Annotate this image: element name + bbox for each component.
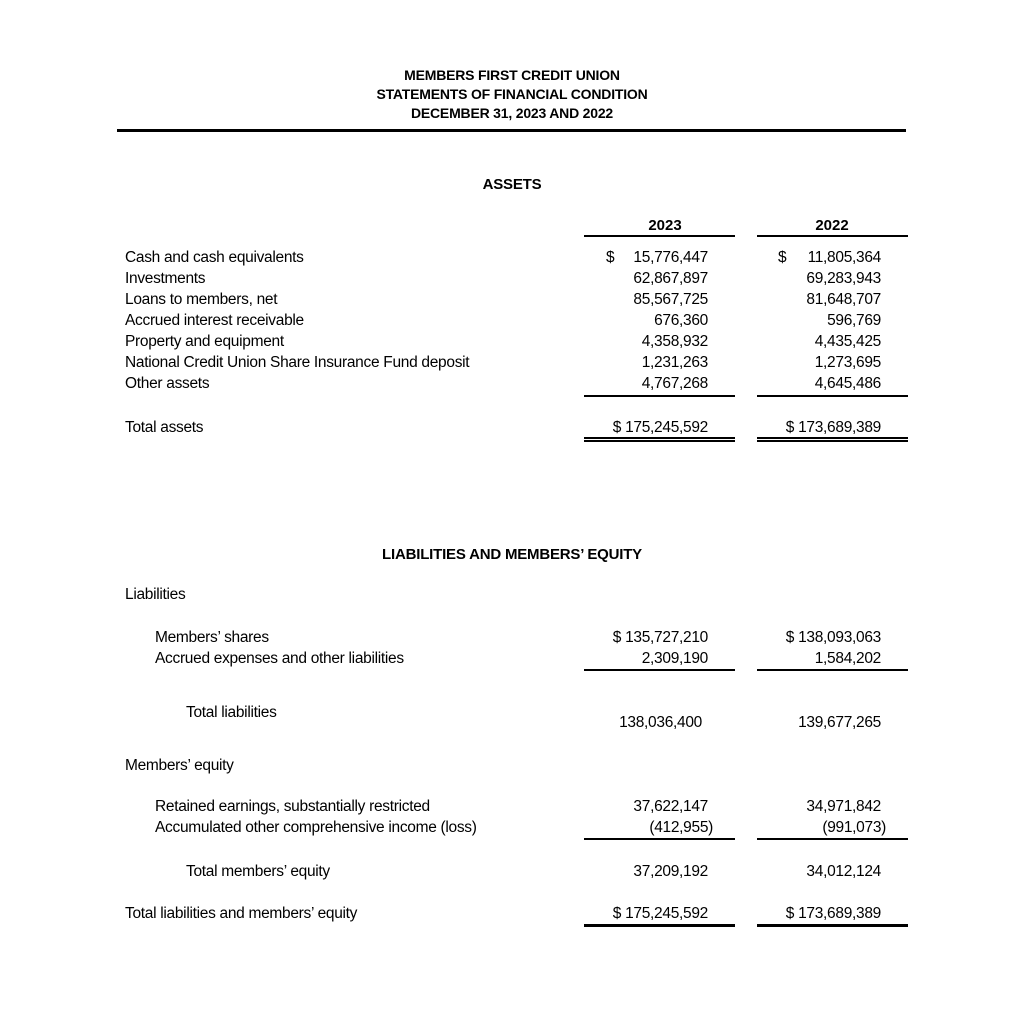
year-header-2022: 2022	[815, 217, 849, 234]
value-2022: $ 173,689,389	[785, 419, 881, 436]
liabilities-heading: Liabilities	[125, 586, 186, 603]
value-2023: 62,867,897	[633, 270, 708, 287]
value-2022: 81,648,707	[806, 291, 881, 308]
value-2022: 1,273,695	[814, 354, 881, 371]
subtotal-rule-2023	[584, 838, 735, 840]
value-2023: 85,567,725	[633, 291, 708, 308]
dollar-sign: $	[606, 249, 615, 266]
org-name: MEMBERS FIRST CREDIT UNION	[404, 67, 620, 83]
value-2023: $ 175,245,592	[612, 905, 708, 922]
value-2022: 11,805,364	[807, 249, 881, 266]
row-label: Investments	[125, 270, 206, 287]
value-2023: 1,231,263	[641, 354, 708, 371]
row-label: Total liabilities and members’ equity	[125, 905, 358, 922]
subtotal-rule-2022	[757, 669, 908, 671]
value-2023: 4,358,932	[641, 333, 708, 350]
value-2022: 596,769	[827, 312, 881, 329]
header-rule	[117, 129, 906, 132]
grand-total-rule-2023	[584, 924, 735, 927]
value-2023: 676,360	[654, 312, 708, 329]
row-label: Members’ shares	[155, 629, 269, 646]
value-2022: 1,584,202	[814, 650, 881, 667]
value-2022: 34,012,124	[806, 863, 881, 880]
row-label: Total assets	[125, 419, 204, 436]
liabilities-equity-title: LIABILITIES AND MEMBERS’ EQUITY	[382, 546, 642, 563]
value-2022: $ 138,093,063	[785, 629, 881, 646]
total-double-rule-2023	[584, 437, 735, 439]
assets-title: ASSETS	[482, 176, 542, 193]
value-2023: $ 175,245,592	[612, 419, 708, 436]
year-rule-2023	[584, 235, 735, 237]
value-2023: 4,767,268	[641, 375, 708, 392]
value-2022: (991,073)	[822, 819, 886, 836]
dollar-sign: $	[778, 249, 787, 266]
subtotal-rule-2022	[757, 838, 908, 840]
value-2022: 69,283,943	[806, 270, 881, 287]
row-label: Accrued expenses and other liabilities	[155, 650, 404, 667]
statement-date: DECEMBER 31, 2023 AND 2022	[410, 105, 614, 121]
total-double-rule-2022	[757, 440, 908, 442]
value-2022: 34,971,842	[806, 798, 881, 815]
row-label: Property and equipment	[125, 333, 284, 350]
value-2022: 4,435,425	[814, 333, 881, 350]
row-label: Other assets	[125, 375, 210, 392]
equity-heading: Members’ equity	[125, 757, 234, 774]
row-label: Accrued interest receivable	[125, 312, 304, 329]
subtotal-rule-2023	[584, 395, 735, 397]
subtotal-rule-2022	[757, 395, 908, 397]
grand-total-rule-2022	[757, 924, 908, 927]
row-label: Retained earnings, substantially restricted	[155, 798, 430, 815]
row-label: Loans to members, net	[125, 291, 278, 308]
row-label: Cash and cash equivalents	[125, 249, 304, 266]
value-2023: $ 135,727,210	[612, 629, 708, 646]
value-2022: $ 173,689,389	[785, 905, 881, 922]
row-label: Total members’ equity	[186, 863, 330, 880]
value-2023: 15,776,447	[633, 249, 708, 266]
value-2022: 4,645,486	[814, 375, 881, 392]
value-2023: 138,036,400	[619, 714, 702, 731]
total-double-rule-2023	[584, 440, 735, 442]
row-label: Total liabilities	[186, 704, 277, 721]
value-2023: 2,309,190	[641, 650, 708, 667]
year-rule-2022	[757, 235, 908, 237]
total-double-rule-2022	[757, 437, 908, 439]
value-2022: 139,677,265	[798, 714, 881, 731]
subtotal-rule-2023	[584, 669, 735, 671]
row-label: Accumulated other comprehensive income (loss)	[155, 819, 477, 836]
year-header-2023: 2023	[648, 217, 682, 234]
value-2023: 37,622,147	[633, 798, 708, 815]
value-2023: 37,209,192	[633, 863, 708, 880]
statement-title: STATEMENTS OF FINANCIAL CONDITION	[376, 86, 648, 102]
row-label: National Credit Union Share Insurance Fund deposit	[125, 354, 470, 371]
value-2023: (412,955)	[649, 819, 713, 836]
